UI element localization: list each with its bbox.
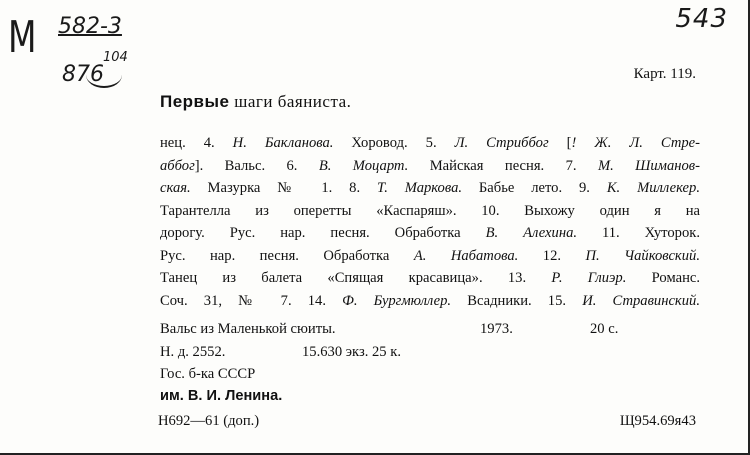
author-name: Л. Стриббог	[454, 135, 549, 151]
author-name: И. Стравинский.	[582, 292, 700, 309]
author-name: Ф. Бургмюллер.	[342, 292, 452, 309]
print-run: 15.630 экз. 25 к.	[302, 344, 401, 360]
contents-line: дорогу. Рус. нар. песня. Обработка В. Алехина. 11. Хуторок.	[160, 225, 700, 241]
imprint-text: Вальс из Маленькой сюиты.	[160, 321, 336, 337]
contents-line: Танец из балета «Спящая красавица». 13. Р. Глиэр. Романс.	[160, 270, 700, 286]
handwritten-arc-mark	[86, 62, 122, 88]
author-name: В. Алехина.	[485, 225, 578, 241]
handwritten-shelf-code: 582-3	[58, 14, 122, 39]
publisher-info	[160, 344, 401, 361]
imprint-year: 1973.	[480, 321, 513, 337]
book-title-bold: Первые	[160, 92, 230, 111]
library-line-2: им. В. И. Ленина.	[160, 388, 283, 404]
classification-code-left: Н692—61 (доп.)	[158, 413, 260, 429]
author-name: Н. Бакланова.	[232, 135, 334, 151]
publisher-number: Н. д. 2552.	[160, 344, 226, 360]
author-name: В. Моцарт.	[318, 157, 409, 174]
imprint-pages: 20 с.	[590, 321, 619, 337]
author-name: М. Шиманов-	[597, 157, 700, 174]
handwritten-shelf-letter: М	[8, 12, 37, 63]
author-name: Т. Маркова.	[377, 180, 463, 196]
book-title-rest: шаги баяниста.	[229, 92, 352, 111]
author-name: Р. Глиэр.	[551, 270, 627, 286]
author-name: ская.	[160, 180, 191, 196]
handwritten-shelf-superscript: 104	[103, 50, 128, 65]
classification-code-right: Щ954.69я43	[619, 413, 696, 429]
handwritten-corner-number: 543	[675, 4, 728, 34]
handwritten-shelf-number: 876	[62, 62, 104, 87]
card-number: Карт. 119.	[633, 66, 696, 82]
contents-line: ская. Мазурка № 1. 8. Т. Маркова. Бабье лето. 9. К. Миллекер.	[160, 180, 700, 196]
library-line-1: Гос. б-ка СССР	[160, 366, 256, 382]
contents-line: Рус. нар. песня. Обработка А. Набатова. 12. П. Чайковский.	[160, 247, 700, 264]
author-name: К. Миллекер.	[606, 180, 700, 196]
contents-line: Тарантелла из оперетты «Каспаряш». 10. Выхожу один я на	[160, 202, 700, 219]
author-name: П. Чайковский.	[585, 247, 700, 264]
author-name: А. Набатова.	[413, 247, 519, 264]
author-name: ! Ж. Л. Стре-	[571, 135, 701, 151]
contents-line: нец. 4. Н. Бакланова. Хоровод. 5. Л. Стриббог [! Ж. Л. Стре-	[160, 135, 701, 151]
author-name: аббог	[160, 157, 195, 174]
contents-list	[160, 132, 700, 312]
contents-line: Соч. 31, № 7. 14. Ф. Бургмюллер. Всадники. 15. И. Стравинский.	[160, 292, 700, 309]
book-title	[160, 92, 351, 112]
contents-line: аббог]. Вальс. 6. В. Моцарт. Майская песня. 7. М. Шиманов-	[160, 157, 700, 174]
